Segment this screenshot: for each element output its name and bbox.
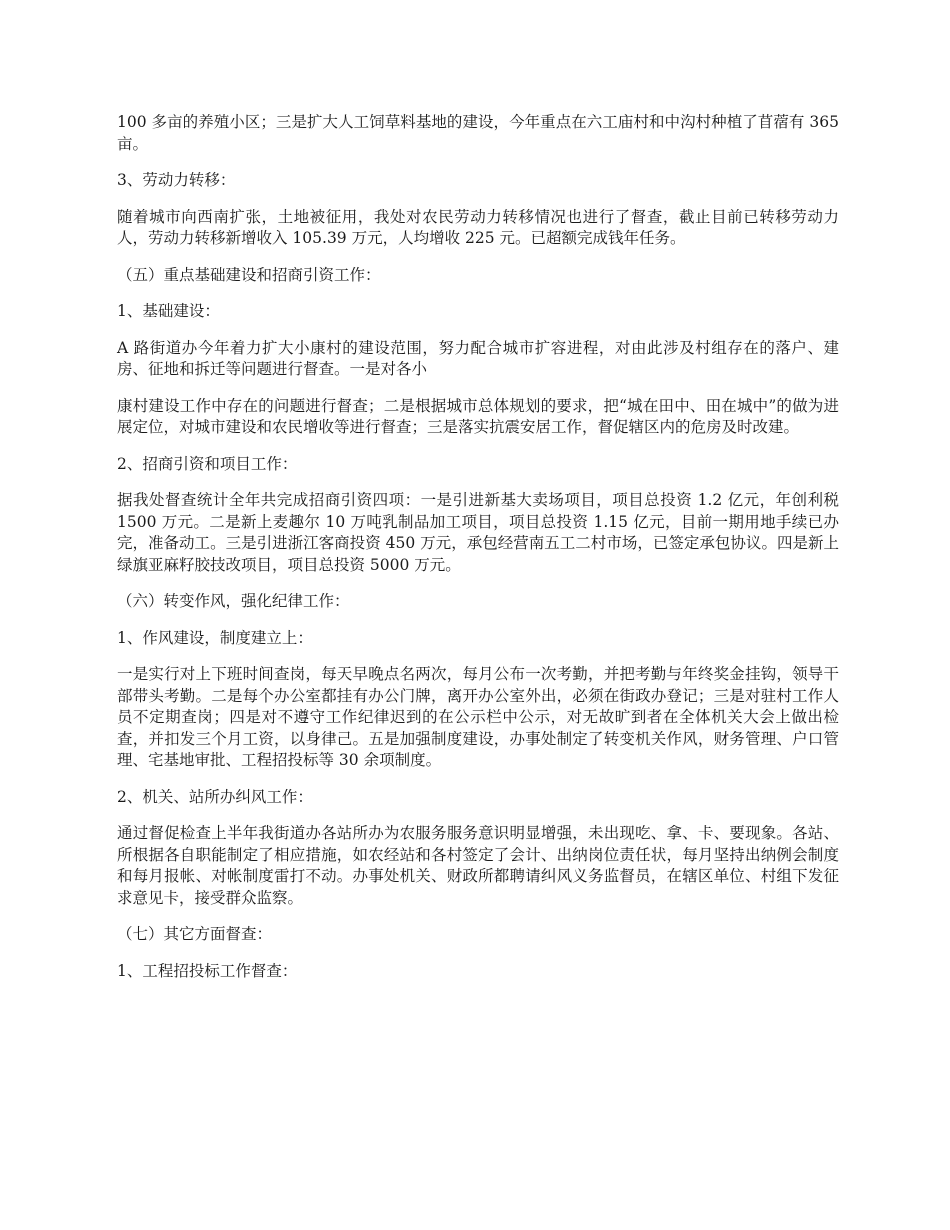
paragraph-infrastructure-part1: A 路街道办今年着力扩大小康村的建设范围，努力配合城市扩容进程，对由此涉及村组存在的落户、建房、征地和拆迁等问题进行督查。一是对各小 — [117, 338, 839, 378]
heading-section-seven: （七）其它方面督查： — [117, 925, 273, 943]
heading-infrastructure: 1、基础建设： — [117, 302, 220, 320]
paragraph-rectification: 通过督促检查上半年我街道办各站所办为农服务服务意识明显增强，未出现吃、拿、卡、要现象。各站、所根据各自职能制定了相应措施，如农经站和各村签定了会计、出纳岗位责任状，每月坚持出纳例会制度和每月报帐、对帐制度雷打不动。办事处机关、财政所都聘请纠风义务监督员，在辖区单位、村组下发征求意见卡，接受群众监察。 — [117, 824, 839, 907]
paragraph-livestock-area: 100 多亩的养殖小区；三是扩大人工饲草料基地的建设，今年重点在六工庙村和中沟村种植了苜蓿有 365 亩。 — [117, 113, 839, 153]
paragraph-work-style: 一是实行对上下班时间查岗，每天早晚点名两次，每月公布一次考勤，并把考勤与年终奖金挂钩，领导干部带头考勤。二是每个办公室都挂有办公门牌，离开办公室外出，必须在街政办登记；三是对驻村工作人员不定期查岗；四是对不遵守工作纪律迟到的在公示栏中公示，对无故旷到者在全体机关大会上做出检查，并扣发三个月工资，以身律己。五是加强制度建设，办事处制定了转变机关作风，财务管理、户口管理、宅基地审批、工程招投标等 30 余项制度。 — [117, 665, 839, 769]
heading-section-five: （五）重点基础建设和招商引资工作： — [117, 265, 381, 284]
heading-tendering: 1、工程招投标工作督查： — [117, 961, 298, 980]
heading-investment-projects: 2、招商引资和项目工作： — [117, 454, 298, 473]
paragraph-investment-projects: 据我处督查统计全年共完成招商引资四项：一是引进新基大卖场项目，项目总投资 1.2 亿元，年创利税 1500 万元。二是新上麦趣尔 10 万吨乳制品加工项目，项目总投资 1.15 亿元，目前一期用地手续已办完，准备动工。三是引进浙江客商投资 450 万元，承包经营南五工二村市场，已签定承包协议。四是新上绿旗亚麻籽胶技改项目，项目总投资 5000 万元。 — [117, 491, 839, 574]
heading-labor-transfer: 3、劳动力转移： — [117, 171, 236, 189]
heading-rectification: 2、机关、站所办纠风工作： — [117, 787, 313, 806]
paragraph-labor-transfer: 随着城市向西南扩张，土地被征用，我处对农民劳动力转移情况也进行了督查，截止目前已转移劳动力 人，劳动力转移新增收入 105.39 万元，人均增收 225 元。已超额完成钱年任务。 — [117, 207, 839, 247]
heading-work-style: 1、作风建设，制度建立上： — [117, 628, 313, 647]
heading-section-six: （六）转变作风，强化纪律工作： — [117, 592, 350, 610]
document-body — [117, 112, 839, 997]
paragraph-infrastructure-part2: 康村建设工作中存在的问题进行督查；二是根据城市总体规划的要求，把“城在田中、田在城中”的做为进展定位，对城市建设和农民增收等进行督查；三是落实抗震安居工作，督促辖区内的危房及时改建。 — [117, 396, 839, 436]
